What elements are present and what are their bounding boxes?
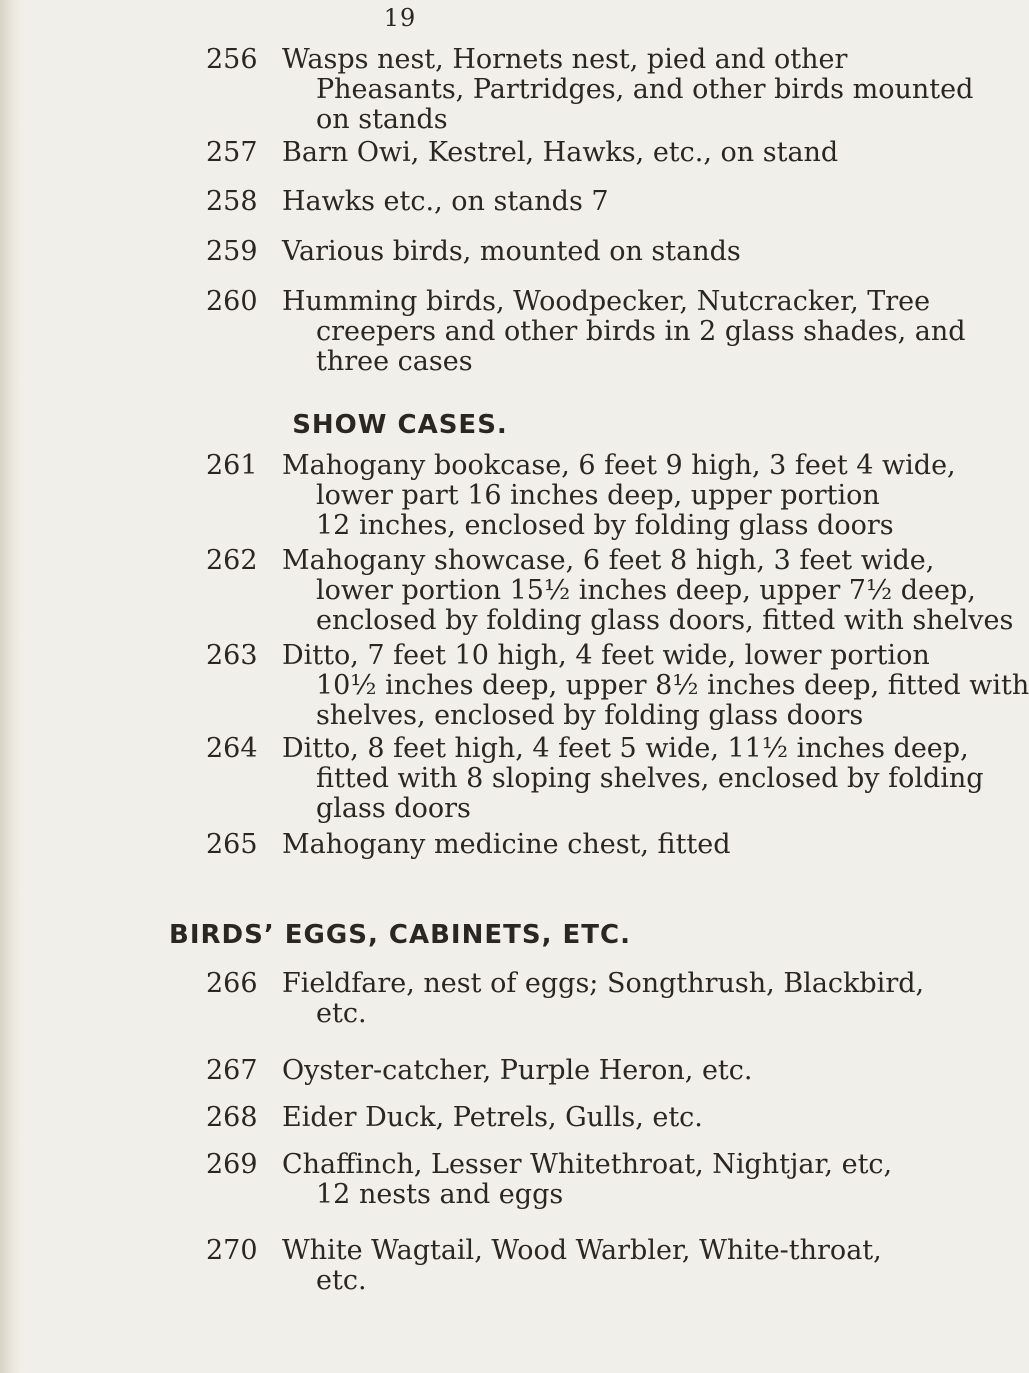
- lot-description-line: etc.: [316, 998, 367, 1029]
- lot-number: 265: [206, 829, 258, 860]
- lot-description-line: Mahogany bookcase, 6 feet 9 high, 3 feet 4 wide,: [282, 450, 956, 481]
- lot-description-line: enclosed by folding glass doors, fitted with shelves: [316, 605, 1014, 636]
- section-heading-birds-eggs: BIRDS’ EGGS, CABINETS, ETC.: [169, 920, 631, 950]
- page-gutter-shadow: [0, 0, 22, 1373]
- lot-number: 256: [206, 44, 258, 75]
- lot-description-line: 10½ inches deep, upper 8½ inches deep, fitted with: [316, 670, 1029, 701]
- lot-description-line: on stands: [316, 104, 448, 135]
- lot-description-line: lower portion 15½ inches deep, upper 7½ deep,: [316, 575, 976, 606]
- lot-number: 269: [206, 1149, 258, 1180]
- page-number: 19: [383, 4, 417, 32]
- lot-description-line: glass doors: [316, 793, 471, 824]
- lot-number: 270: [206, 1235, 258, 1266]
- lot-description-line: Chaffinch, Lesser Whitethroat, Nightjar, etc,: [282, 1149, 893, 1180]
- lot-description-line: Oyster-catcher, Purple Heron, etc.: [282, 1055, 753, 1086]
- lot-description-line: Mahogany showcase, 6 feet 8 high, 3 feet wide,: [282, 545, 935, 576]
- lot-description-line: White Wagtail, Wood Warbler, White-throat,: [282, 1235, 882, 1266]
- lot-description-line: 12 nests and eggs: [316, 1179, 564, 1210]
- lot-description-line: Humming birds, Woodpecker, Nutcracker, Tree: [282, 286, 931, 317]
- lot-number: 262: [206, 545, 258, 576]
- lot-number: 261: [206, 450, 258, 481]
- lot-number: 259: [206, 236, 258, 267]
- lot-description-line: Mahogany medicine chest, fitted: [282, 829, 731, 860]
- lot-number: 263: [206, 640, 258, 671]
- lot-number: 268: [206, 1102, 258, 1133]
- lot-number: 258: [206, 186, 258, 217]
- lot-description-line: lower part 16 inches deep, upper portion: [316, 480, 880, 511]
- lot-number: 257: [206, 137, 258, 168]
- lot-number: 260: [206, 286, 258, 317]
- lot-description-line: Barn Owi, Kestrel, Hawks, etc., on stand: [282, 137, 839, 168]
- lot-description-line: Eider Duck, Petrels, Gulls, etc.: [282, 1102, 703, 1133]
- lot-description-line: etc.: [316, 1265, 367, 1296]
- lot-description-line: fitted with 8 sloping shelves, enclosed by folding: [316, 763, 984, 794]
- lot-description-line: creepers and other birds in 2 glass shades, and: [316, 316, 966, 347]
- lot-description-line: Fieldfare, nest of eggs; Songthrush, Blackbird,: [282, 968, 925, 999]
- lot-number: 264: [206, 733, 258, 764]
- lot-description-line: three cases: [316, 346, 473, 377]
- lot-description-line: Various birds, mounted on stands: [282, 236, 741, 267]
- lot-description-line: shelves, enclosed by folding glass doors: [316, 700, 864, 731]
- section-heading-show-cases: SHOW CASES.: [292, 410, 508, 440]
- lot-number: 267: [206, 1055, 258, 1086]
- lot-description-line: Wasps nest, Hornets nest, pied and other: [282, 44, 848, 75]
- lot-description-line: Hawks etc., on stands 7: [282, 186, 609, 217]
- lot-number: 266: [206, 968, 258, 999]
- lot-description-line: Pheasants, Partridges, and other birds mounted: [316, 74, 974, 105]
- lot-description-line: 12 inches, enclosed by folding glass doors: [316, 510, 894, 541]
- lot-description-line: Ditto, 8 feet high, 4 feet 5 wide, 11½ inches deep,: [282, 733, 969, 764]
- lot-description-line: Ditto, 7 feet 10 high, 4 feet wide, lower portion: [282, 640, 930, 671]
